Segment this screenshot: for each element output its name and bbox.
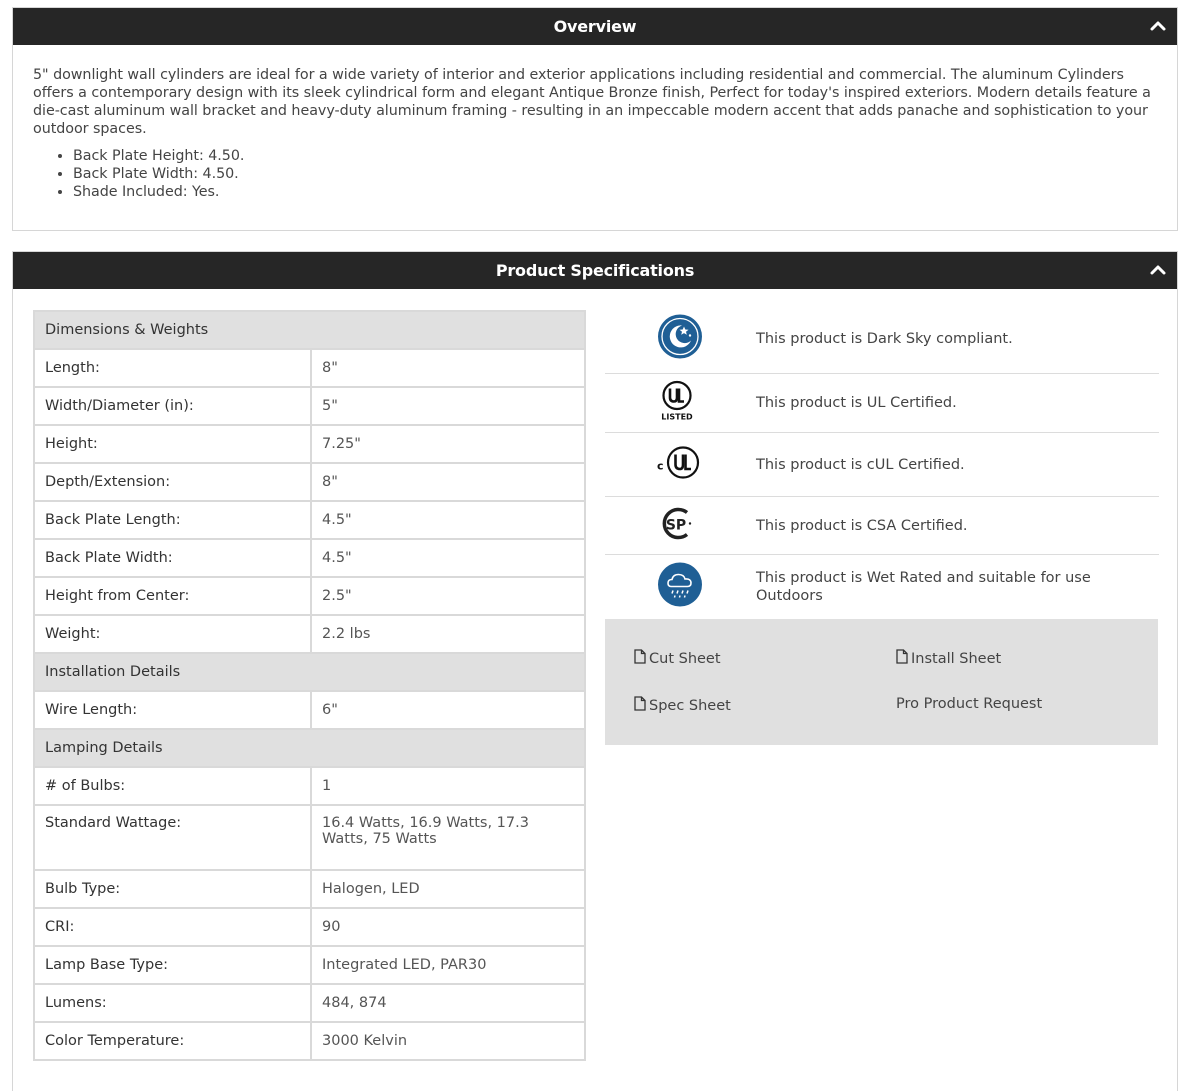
- install-sheet-label: Install Sheet: [911, 650, 1002, 667]
- spec-key: # of Bulbs:: [34, 767, 311, 805]
- table-row: [34, 805, 585, 870]
- spec-value: 4.5": [311, 539, 585, 577]
- chevron-up-icon[interactable]: [1149, 17, 1167, 35]
- table-row: [34, 984, 585, 1022]
- table-row: [34, 615, 585, 653]
- dark-sky-icon: [657, 313, 703, 364]
- spec-value: 16.4 Watts, 16.9 Watts, 17.3 Watts, 75 Watts: [311, 805, 585, 870]
- bullet-item: • Back Plate Height: 4.50.: [73, 147, 1157, 165]
- cert-text: This product is UL Certified.: [756, 395, 957, 411]
- table-row: [34, 349, 585, 387]
- bullet-item: • Shade Included: Yes.: [73, 183, 1157, 201]
- spec-value: 1: [311, 767, 585, 805]
- pro-product-request-link[interactable]: [896, 696, 1042, 712]
- spec-value: 90: [311, 908, 585, 946]
- spec-key: Width/Diameter (in):: [34, 387, 311, 425]
- section-header-row: [34, 729, 585, 767]
- cert-row-cul: [605, 433, 1159, 497]
- csa-icon: [657, 505, 697, 546]
- cert-row-wet-rated: [605, 555, 1159, 619]
- spec-value: 5": [311, 387, 585, 425]
- spec-key: Height from Center:: [34, 577, 311, 615]
- spec-value: 7.25": [311, 425, 585, 463]
- pro-product-request-label: Pro Product Request: [896, 696, 1043, 712]
- overview-header[interactable]: [13, 8, 1177, 45]
- cert-text: This product is cUL Certified.: [756, 456, 965, 473]
- cut-sheet-label: Cut Sheet: [649, 650, 721, 667]
- ul-listed-badge: LISTED: [661, 412, 693, 422]
- cut-sheet-link[interactable]: [634, 649, 721, 668]
- overview-body: [13, 45, 1177, 201]
- spec-value: 8": [311, 349, 585, 387]
- spec-key: CRI:: [34, 908, 311, 946]
- section-header-row: [34, 653, 585, 691]
- specs-title: Product Specifications: [495, 261, 695, 280]
- spec-key: Wire Length:: [34, 691, 311, 729]
- wet-rated-icon: [657, 562, 703, 613]
- section-title: Lamping Details: [34, 729, 585, 767]
- cert-row-ul: [605, 374, 1159, 433]
- spec-value: 6": [311, 691, 585, 729]
- chevron-up-icon[interactable]: [1149, 261, 1167, 279]
- table-row: [34, 387, 585, 425]
- spec-key: Lumens:: [34, 984, 311, 1022]
- spec-key: Back Plate Length:: [34, 501, 311, 539]
- overview-bullet-list: [33, 147, 1157, 201]
- spec-value: Halogen, LED: [311, 870, 585, 908]
- specs-header[interactable]: [13, 252, 1177, 289]
- spec-value: 4.5": [311, 501, 585, 539]
- spec-value: 2.2 lbs: [311, 615, 585, 653]
- table-row: [34, 577, 585, 615]
- spec-value: 2.5": [311, 577, 585, 615]
- table-row: [34, 1022, 585, 1060]
- file-icon: [634, 649, 646, 668]
- spec-key: Weight:: [34, 615, 311, 653]
- section-title: Installation Details: [34, 653, 585, 691]
- table-row: [34, 870, 585, 908]
- spec-sheet-link[interactable]: [634, 696, 731, 715]
- ul-listed-icon: [657, 380, 697, 427]
- spec-key: Standard Wattage:: [34, 805, 311, 870]
- spec-value: Integrated LED, PAR30: [311, 946, 585, 984]
- product-specs-panel: [12, 251, 1178, 1091]
- cul-icon: [657, 444, 701, 485]
- spec-value: 484, 874: [311, 984, 585, 1022]
- section-title: Dimensions & Weights: [34, 311, 585, 349]
- cert-text: This product is Dark Sky compliant.: [756, 330, 1013, 347]
- spec-key: Color Temperature:: [34, 1022, 311, 1060]
- table-row: [34, 501, 585, 539]
- spec-value: 3000 Kelvin: [311, 1022, 585, 1060]
- cert-row-csa: [605, 497, 1159, 555]
- table-row: [34, 691, 585, 729]
- spec-key: Lamp Base Type:: [34, 946, 311, 984]
- documents-box: [605, 619, 1158, 745]
- spec-table: [33, 310, 586, 1061]
- cert-row-dark-sky: [605, 304, 1159, 374]
- table-row: [34, 946, 585, 984]
- file-icon: [634, 696, 646, 715]
- spec-key: Depth/Extension:: [34, 463, 311, 501]
- cert-text: This product is CSA Certified.: [756, 517, 968, 534]
- overview-description: 5" downlight wall cylinders are ideal for a wide variety of interior and exterior applications including residential and commercial. The aluminum Cylinders offers a contemporary design with its sleek cylindrical form and elegant Antique Bronze finish, Perfect for today's inspired exteriors. Modern details feature a die-cast aluminum wall bracket and heavy-duty aluminum framing - resulting in an impeccable modern accent that adds panache and sophistication to your outdoor spaces.: [33, 67, 1151, 137]
- spec-sheet-label: Spec Sheet: [649, 697, 731, 714]
- bullet-item: • Back Plate Width: 4.50.: [73, 165, 1157, 183]
- spec-key: Bulb Type:: [34, 870, 311, 908]
- svg-text:SP: SP: [665, 517, 687, 533]
- section-header-row: [34, 311, 585, 349]
- svg-text:c: c: [657, 459, 664, 472]
- spec-key: Height:: [34, 425, 311, 463]
- table-row: [34, 539, 585, 577]
- table-row: [34, 908, 585, 946]
- table-row: [34, 425, 585, 463]
- spec-key: Back Plate Width:: [34, 539, 311, 577]
- cert-text: This product is Wet Rated and suitable for use Outdoors: [756, 570, 1091, 604]
- install-sheet-link[interactable]: [896, 649, 1001, 668]
- table-row: [34, 463, 585, 501]
- spec-key: Length:: [34, 349, 311, 387]
- overview-panel: [12, 7, 1178, 231]
- overview-title: Overview: [553, 17, 637, 36]
- table-row: [34, 767, 585, 805]
- file-icon: [896, 649, 908, 668]
- spec-value: 8": [311, 463, 585, 501]
